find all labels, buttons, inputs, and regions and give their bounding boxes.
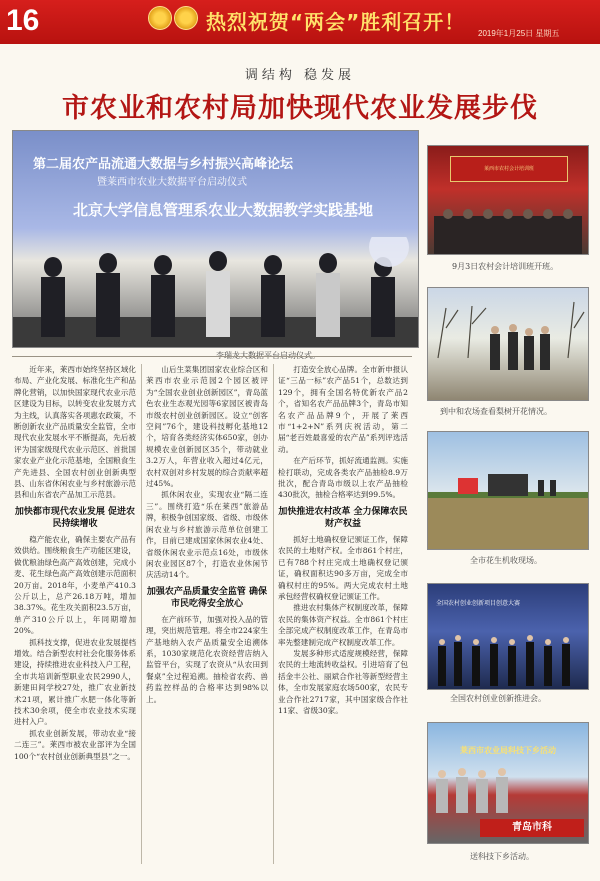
training-class-photo — [427, 145, 589, 255]
column-divider — [273, 364, 274, 864]
paragraph: 抓科技支撑，促进农业发展提档增效。结合新型农村社会化服务体系建设，持续推进农业科技入户工程，全市共培训新型职业农民2990人，新建田间学校27处，推广农业新技术21项，累计推广水肥一体化等新技术30余项，使全市农业技术实现进村入户。 — [14, 637, 136, 727]
masthead-date: 2019年1月25日 星期五 — [478, 29, 560, 38]
tech-outreach-photo — [427, 722, 589, 844]
crowd-illustration — [13, 237, 418, 347]
article-title: 市农业和农村局加快现代农业发展步伐 — [62, 93, 538, 124]
paragraph: 推进农村集体产权制度改革，保障农民的集体资产权益。全市861个村庄全部完成产权制度改革工作，在青岛市率先整建制完成产权制度改革工作。 — [278, 603, 408, 647]
column-divider — [141, 364, 142, 864]
paragraph: 在产前环节，加强对投入品的管理，突出规范管理。将全市224家生产基地纳入农产品质量安全追溯体系，1030家规范化农资经营店纳入监管平台，实现了农资从“从农田到餐桌”全过程追溯。抽检省农药、兽药监控样品的合格率达到98%以上。 — [146, 614, 268, 704]
main-photo-banner-line2: 暨莱西市农业大数据平台启动仪式 — [97, 177, 247, 188]
conference-screen-text: 全国农村创业创新项目创意大赛 — [436, 600, 521, 607]
paragraph: 抓好土地确权登记颁证工作，保障农民的土地财产权。全市861个村庄，已有788个村庄完成土地确权登记颁证，确权面积达90多万亩，完成全市确权村庄的95%。两大完成农村土地承包经营权确权登记颁证工作。 — [278, 534, 408, 601]
paragraph: 近年来，莱西市始终坚持区域化布局、产业化发展、标准化生产和品牌化营销，以加快国家现代农业示范区建设为目标，以转变农业发展方式为主线，认真落实各项惠农政策，不断创新农业产品质量安全监管，全市现代农业发展水平不断提高，先后被评为国家级现代农业示范区、首批国家农业产业化示范基地，全国粮食生产先进县、全国农村创业创新典型县、山东省休闲农业与乡村旅游示范县和山东省农产品加工示范县。 — [14, 365, 136, 500]
orchard-inspection-photo — [427, 287, 589, 401]
masthead-banner — [0, 0, 600, 44]
page-number: 16 — [6, 4, 40, 37]
main-photo-banner-line3: 北京大学信息管理系农业大数据教学实践基地 — [73, 201, 374, 219]
article-column-1 — [14, 364, 136, 869]
audience-illustration — [428, 196, 588, 254]
outreach-sign-text: 青岛市科 — [480, 819, 584, 837]
national-emblem-icon — [148, 6, 172, 30]
peanut-harvest-caption: 全市花生机收现场。 — [470, 556, 542, 565]
article-column-2 — [146, 364, 268, 869]
section-heading: 加快推进农村改革 全力保障农民财产权益 — [278, 506, 408, 529]
orchard-inspection-caption: 到中和农场查看梨树开花情况。 — [440, 407, 552, 416]
innovation-conference-caption: 全国农村创业创新推进会。 — [450, 694, 546, 703]
paragraph: 发展多种形式适度规模经营，保障农民的土地流转收益权。引进培育了包括金丰公社、丽斌合作社等新型经营主体，全市发展家庭农场500家，农民专业合作社2717家，其中国家级合作社11家、省级30家。 — [278, 648, 408, 715]
main-photo — [12, 130, 419, 348]
training-class-caption: 9月3日农村会计培训班开班。 — [452, 262, 559, 271]
article-column-3 — [278, 364, 408, 869]
masthead-headline: 热烈祝贺“两会”胜利召开！ — [206, 10, 466, 34]
peanut-harvest-photo — [427, 431, 589, 550]
paragraph: 在产后环节，抓好流通监测。实施检打联动，完成各类农产品抽检8.9万批次，配合青岛市级以上农产品抽检430批次，抽检合格率达到99.5%。 — [278, 456, 408, 500]
cppcc-emblem-icon — [174, 6, 198, 30]
article-subtitle: 调结构 稳发展 — [244, 68, 356, 83]
stage-people-illustration — [428, 628, 588, 689]
paragraph: 打造安全放心品牌。全市新申报认证“三品一标”农产品51个，总数达到129个，拥有全国名特优新农产品2个，省知名农产品品牌3个，青岛市知名农产品品牌9个，开展了莱西市“1+2+N”系列庆祝活动，第二届“老百姓最喜爱的农产品”系列评选活动。 — [278, 365, 408, 454]
section-rule — [12, 356, 412, 357]
harvest-field-illustration — [428, 432, 588, 549]
outreach-banner-text: 莱西市农业局科技下乡活动 — [460, 746, 556, 755]
paragraph: 山后生菜集团国家农业综合区和莱西市农业示范园2个园区被评为“全国农业创业创新园区”，青岛蓝色农业生态观光园等6家园区被青岛市级农村创业创新园区。设立“创客空间”76个，建设科技孵化基地12个，培育各类经济实体650家，创办规模农业创新园区35个，带动就业3.2万人，年营业收入超过4亿元，农村双创对乡村发展的综合贡献率超过45%。 — [146, 365, 268, 489]
orchard-illustration — [428, 288, 588, 400]
section-heading: 加强农产品质量安全监管 确保市民吃得安全放心 — [146, 586, 268, 609]
paragraph: 稳产能农业，确保主要农产品有效供给。围绕粮食生产功能区建设，做优粮油绿色高产高效创建，完成小麦、花生绿色高产高效创建示范面积20万亩。2018年，小麦单产410.3公斤以上，总产26.18万吨，增加38.37%。花生攻关面积23.5万亩，单产310公斤以上，年同期增加20%。 — [14, 534, 136, 636]
section-heading: 加快都市现代农业发展 促进农民持续增收 — [14, 506, 136, 529]
main-photo-banner-line1: 第二届农产品流通大数据与乡村振兴高峰论坛 — [33, 157, 294, 172]
paragraph: 抓农业创新发展，带动农业“接二连三”。莱西市被农业部评为全国100个“农村创业创新典型县”之一。 — [14, 728, 136, 761]
innovation-conference-photo — [427, 583, 589, 690]
volunteers-illustration — [428, 763, 588, 813]
paragraph: 抓休闲农业，实现农业“隔二连三”。围绕打造“乐在莱西”旅游品牌，积极争创国家级、省级、市级休闲农业与乡村旅游示范单位创建工作，目前已建成国家休闲农业4处、省级休闲农业示范点16处，市级休闲农业园区87个，打造农业休闲节庆活动14个。 — [146, 490, 268, 580]
training-stage-banner: 莱西市农村会计培训班 — [450, 156, 568, 182]
tech-outreach-caption: 送科技下乡活动。 — [470, 852, 534, 861]
